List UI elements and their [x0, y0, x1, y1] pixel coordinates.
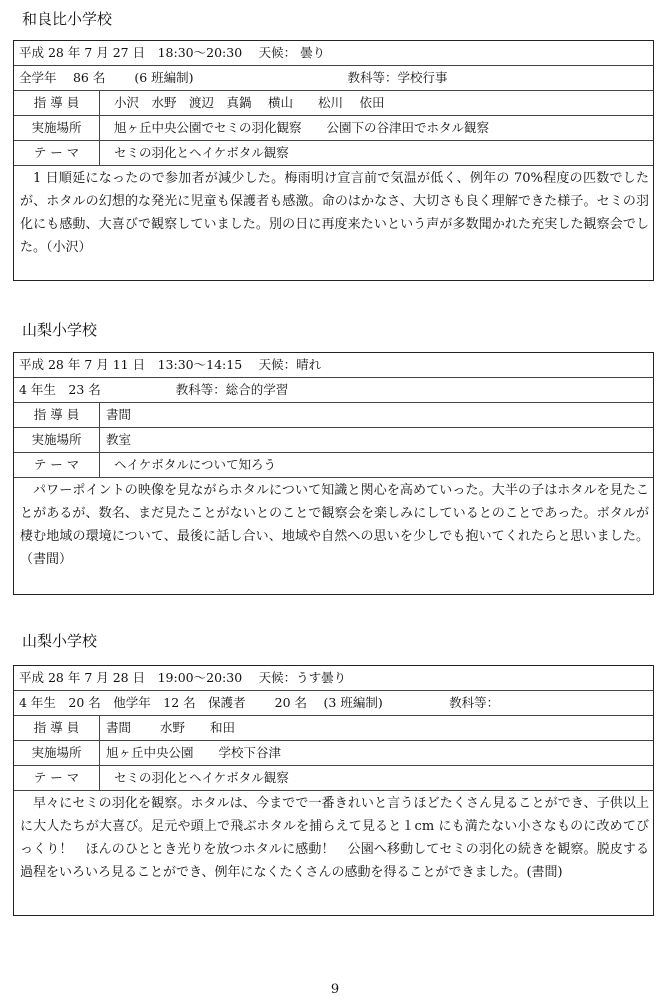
instructors-value: 書間 水野 和田	[106, 720, 235, 735]
school-name: 山梨小学校	[22, 321, 98, 339]
instructors-row	[14, 91, 653, 116]
report-body: パワーポイントの映像を見ながらホタルについて知識と関心を高めていった。大半の子はホタルを見たことがあるが、数名、まだ見たことがないとのことで観察会を楽しみにしているとのことであった。ボタルが棲む地域の環境について、最後に話し合い、地域や自然への思いを少しでも抱いてくれたらと思いました。（書間）	[20, 483, 649, 567]
school-name: 山梨小学校	[22, 632, 98, 650]
instructors-label: 指 導 員	[14, 91, 100, 115]
date-weather-row: 平成 28 年 7 月 11 日 13:30～14:15 天候：晴れ	[14, 353, 653, 378]
grade-info-row: 全学年 86 名 (6 班編制) 教科等：学校行事	[14, 66, 653, 91]
theme-row	[14, 453, 653, 478]
venue-value: 旭ヶ丘中央公園 学校下谷津	[106, 745, 282, 760]
theme-value: セミの羽化とヘイケボタル観察	[114, 770, 289, 785]
venue-label: 実施場所	[14, 741, 100, 765]
report-body: 早々にセミの羽化を観察。ホタルは、今までで一番きれいと言うほどたくさん見ることができ、子供以上に大人たちが大喜び。足元や頭上で飛ぶホタルを捕らえて見ると１cm にも満たない小さなものに改めてびっくり！ ほんのひととき光りを放つホタルに感動！ 公園へ移動してセミの羽化の続きを観察。脱皮する過程をいろいろ見ることができ、例年になくたくさんの感動を得ることができました。(書間)	[20, 796, 649, 880]
theme-value: セミの羽化とヘイケボタル観察	[114, 145, 289, 160]
theme-value: ヘイケボタルについて知ろう	[114, 457, 277, 472]
theme-row	[14, 766, 653, 791]
date-weather-row: 平成 28 年 7 月 27 日 18:30～20:30 天候： 曇り	[14, 41, 653, 66]
grade-info-row: 4 年生 23 名 教科等：総合的学習	[14, 378, 653, 403]
venue-value: 旭ヶ丘中央公園でセミの羽化観察 公園下の谷津田でホタル観察	[114, 120, 490, 135]
venue-row	[14, 116, 653, 141]
report-card	[13, 665, 654, 916]
theme-label: テ ー マ	[14, 141, 100, 165]
instructors-value: 書間	[106, 407, 132, 422]
date-weather-row: 平成 28 年 7 月 28 日 19:00～20:30 天候：うす曇り	[14, 666, 653, 691]
venue-label: 実施場所	[14, 428, 100, 452]
theme-row	[14, 141, 653, 166]
instructors-row	[14, 716, 653, 741]
instructors-value: 小沢 水野 渡辺 真鍋 横山 松川 依田	[114, 95, 385, 110]
venue-row	[14, 428, 653, 453]
theme-label: テ ー マ	[14, 766, 100, 790]
page-number: 9	[330, 982, 340, 997]
venue-label: 実施場所	[14, 116, 100, 140]
instructors-row	[14, 403, 653, 428]
report-body: 1 日順延になったので参加者が減少した。梅雨明け宣言前で気温が低く、例年の 70%程度の匹数でしたが、ホタルの幻想的な発光に児童も保護者も感激。命のはかなさ、大切さも良く理解できた様子。セミの羽化にも感動、大喜びで観察していました。別の日に再度来たいという声が多数聞かれた充実した観察会でした。（小沢）	[20, 171, 649, 255]
instructors-label: 指 導 員	[14, 403, 100, 427]
school-name: 和良比小学校	[22, 10, 113, 28]
venue-row	[14, 741, 653, 766]
report-card	[13, 352, 654, 595]
grade-info-row: 4 年生 20 名 他学年 12 名 保護者 20 名 (3 班編制) 教科等：	[14, 691, 653, 716]
report-card	[13, 40, 654, 281]
instructors-label: 指 導 員	[14, 716, 100, 740]
venue-value: 教室	[106, 432, 132, 447]
theme-label: テ ー マ	[14, 453, 100, 477]
